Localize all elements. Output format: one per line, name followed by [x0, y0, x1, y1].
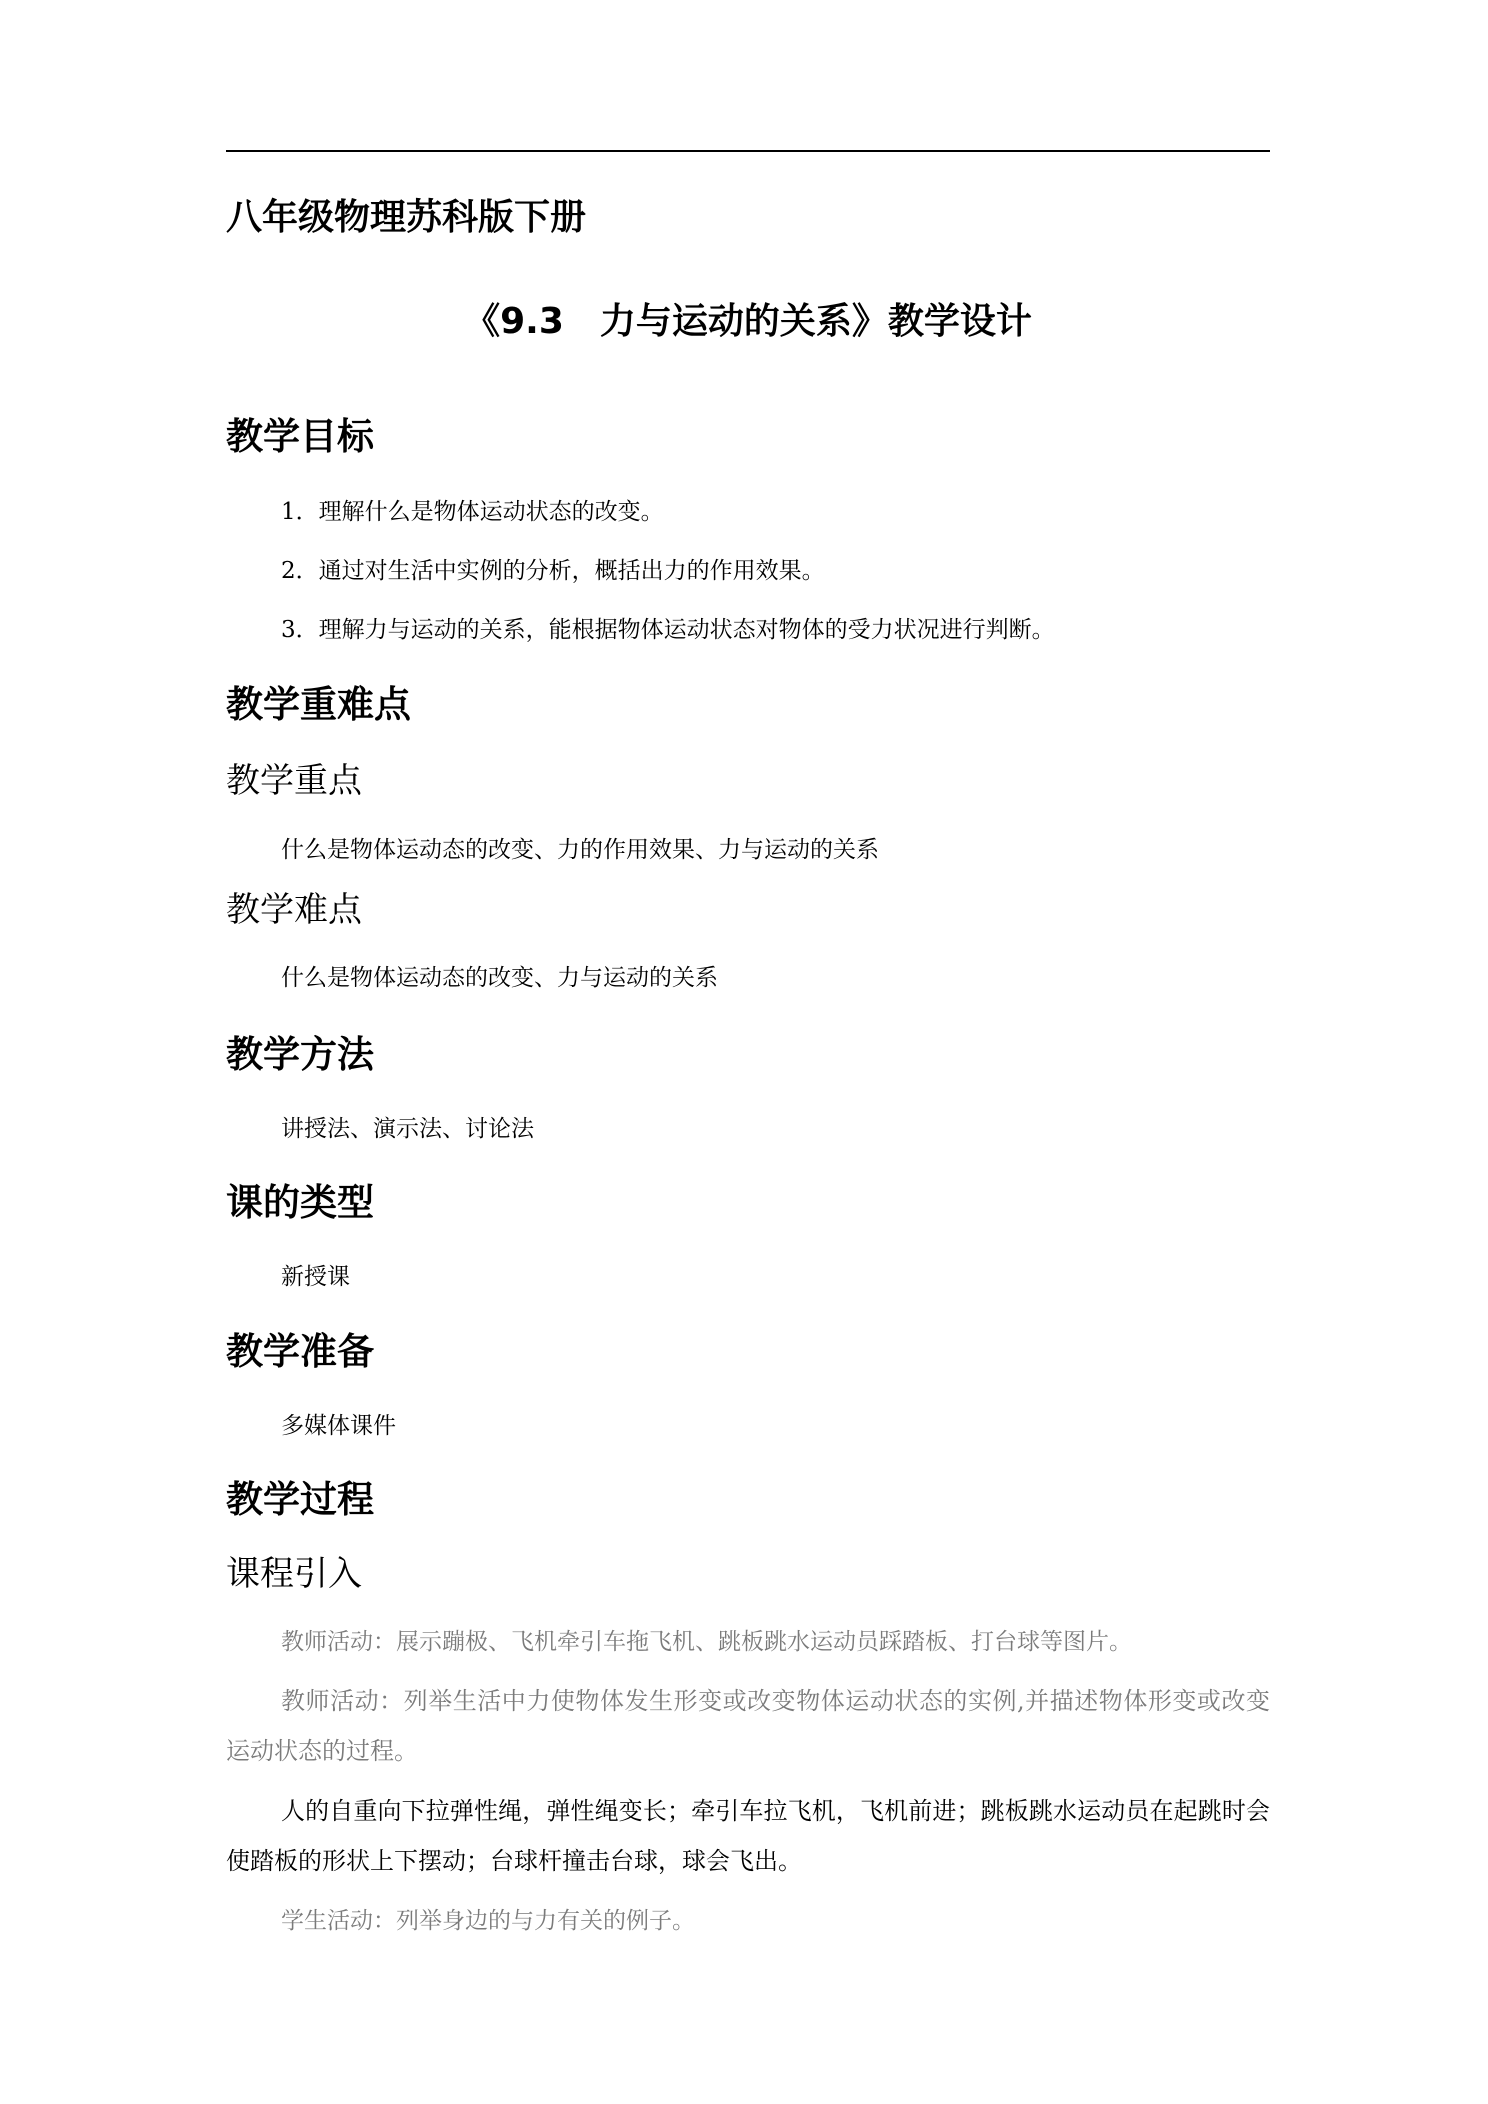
lesson-type-text: 新授课 [281, 1264, 350, 1290]
intro-paragraph-1: 教师活动：展示蹦极、飞机牵引车拖飞机、跳板跳水运动员踩踏板、打台球等图片。 [281, 1629, 1132, 1655]
heading-lesson-type: 课的类型 [226, 1181, 374, 1224]
document-title: 八年级物理苏科版下册 [226, 197, 587, 238]
objective-item-2: 2．通过对生活中实例的分析，概括出力的作用效果。 [281, 558, 825, 584]
heading-process: 教学过程 [226, 1478, 374, 1521]
header-rule [226, 150, 1270, 152]
objective-item-3: 3．理解力与运动的关系，能根据物体运动状态对物体的受力状况进行判断。 [281, 617, 1055, 643]
objective-item-1: 1．理解什么是物体运动状态的改变。 [281, 499, 664, 525]
focus-text: 什么是物体运动态的改变、力的作用效果、力与运动的关系 [281, 837, 879, 863]
preparation-text: 多媒体课件 [281, 1413, 396, 1439]
heading-difficulty: 教学难点 [226, 890, 362, 930]
difficulty-text: 什么是物体运动态的改变、力与运动的关系 [281, 965, 718, 991]
heading-focus: 教学重点 [226, 761, 362, 801]
heading-key-points: 教学重难点 [226, 683, 411, 726]
heading-preparation: 教学准备 [226, 1330, 374, 1373]
intro-paragraph-3: 人的自重向下拉弹性绳，弹性绳变长；牵引车拉飞机，飞机前进；跳板跳水运动员在起跳时会使踏板的形状上下摆动；台球杆撞击台球，球会飞出。 [226, 1797, 1270, 1875]
intro-paragraph-4: 学生活动：列举身边的与力有关的例子。 [281, 1908, 695, 1934]
heading-objectives: 教学目标 [226, 415, 374, 458]
heading-methods: 教学方法 [226, 1033, 374, 1076]
intro-paragraph-2: 教师活动：列举生活中力使物体发生形变或改变物体运动状态的实例,并描述物体形变或改变运动状态的过程。 [226, 1687, 1270, 1765]
heading-intro: 课程引入 [226, 1554, 362, 1594]
document-subtitle: 《9.3 力与运动的关系》教学设计 [464, 301, 1032, 342]
methods-text: 讲授法、演示法、讨论法 [281, 1116, 534, 1142]
